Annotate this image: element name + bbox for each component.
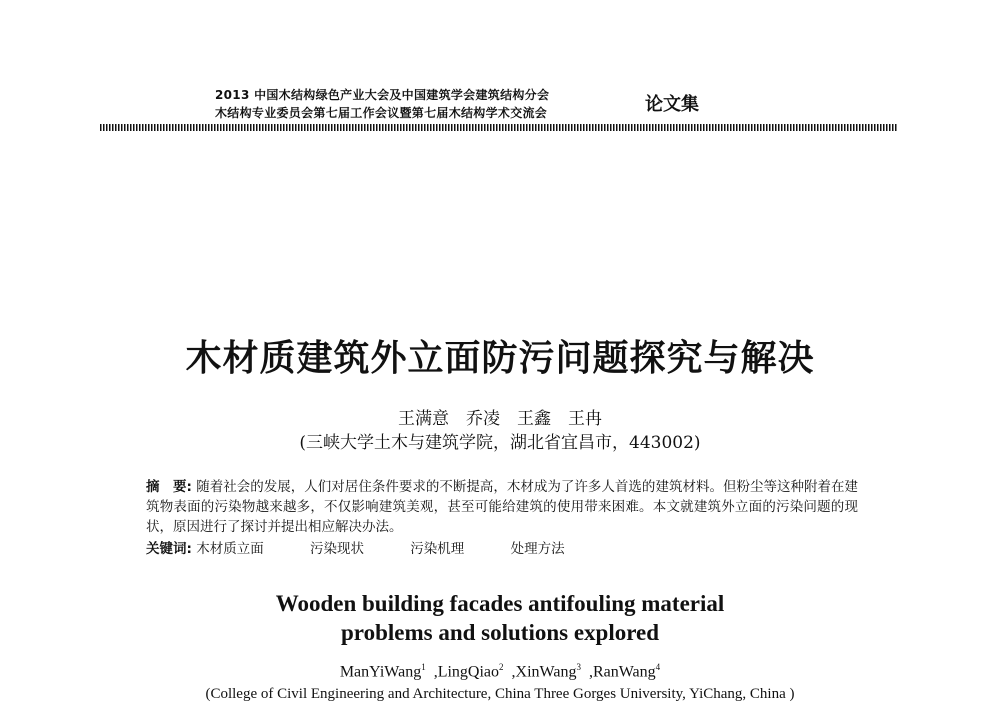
keywords-label-colon: :: [186, 541, 192, 557]
author-name: ManYiWang: [339, 663, 422, 681]
running-header-tag: 论文集: [645, 94, 699, 115]
paper-title-cn: 木材质建筑外立面防污问题探究与解决: [185, 337, 815, 379]
author-affil-mark: 3: [576, 662, 581, 672]
author-name: ,LingQiao: [433, 663, 500, 681]
keywords: [146, 539, 858, 559]
paper-title-en-line-2: problems and solutions explored: [340, 620, 660, 645]
abstract-label: 摘 要: [146, 479, 187, 495]
author-affil-mark: 1: [421, 662, 426, 672]
author-affil-mark: 4: [655, 662, 661, 672]
authors-cn: 王满意 乔凌 王鑫 王冉: [398, 409, 602, 429]
running-header-line-2: 木结构专业委员会第七届工作会议暨第七届木结构学术交流会: [215, 106, 548, 120]
keyword: 污染机理: [410, 541, 465, 557]
author-affil-mark: 2: [499, 662, 504, 672]
author-name: ,XinWang: [511, 663, 577, 681]
running-header-line-1: 2013 中国木结构绿色产业大会及中国建筑学会建筑结构分会: [215, 88, 550, 102]
header-dashed-rule: [100, 124, 897, 131]
keyword: 污染现状: [310, 541, 364, 557]
affiliation-cn: (三峡大学土木与建筑学院，湖北省宜昌市，443002): [299, 433, 701, 453]
keyword: 处理方法: [510, 541, 565, 557]
author-name: ,RanWang: [588, 663, 656, 681]
abstract-label-colon: :: [186, 479, 192, 495]
abstract-text: 随着社会的发展，人们对居住条件要求的不断提高，木材成为了许多人首选的建筑材料。但粉尘等这种附着在建筑物表面的污染物越来越多，不仅影响建筑美观，甚至可能给建筑的使用带来困难。本文就建筑外立面的污染问题的现状，原因进行了探讨并提出相应解决办法。: [146, 479, 859, 535]
abstract: [146, 477, 858, 537]
authors-en: [0, 662, 1000, 681]
paper-title-en-line-1: Wooden building facades antifouling material: [275, 591, 725, 616]
keywords-label: 关键词: [146, 541, 187, 557]
keyword: 木材质立面: [196, 541, 264, 557]
affiliation-en: (College of Civil Engineering and Architecture, China Three Gorges University, YiChang, China ): [205, 686, 795, 702]
